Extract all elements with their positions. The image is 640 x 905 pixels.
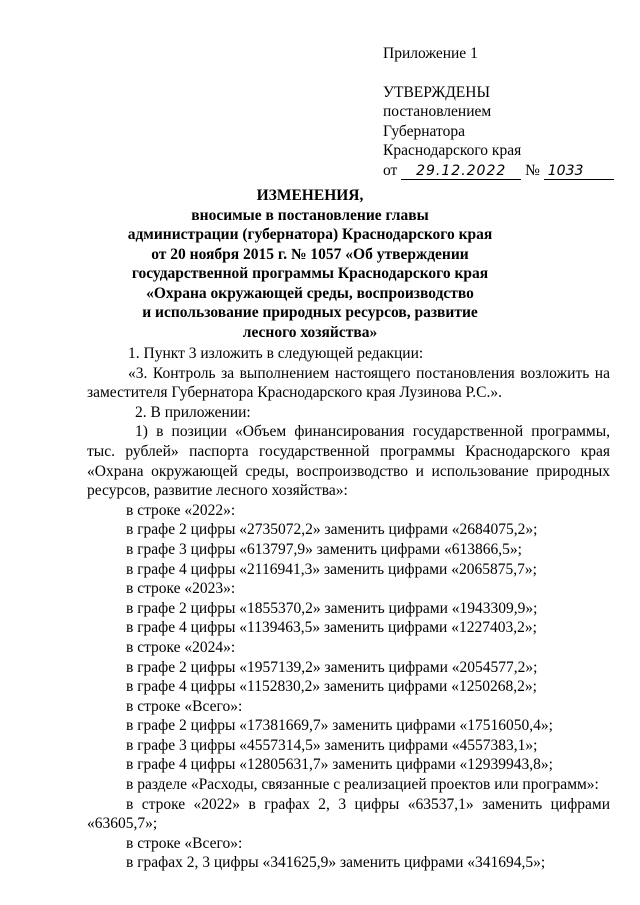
list-item: в разделе «Расходы, связанные с реализацией проектов или программ»: bbox=[126, 776, 599, 794]
title-line: от 20 ноября 2015 г. № 1057 «Об утверждении bbox=[151, 245, 469, 263]
paragraph: 1) в позиции «Объем финансирования государственной программы, тыс. рублей» паспорта государственной программы Краснодарского края «Охрана окружающей среды, воспроизводство и использование природных ресурсов, развитие лесного хозяйства»: bbox=[87, 423, 610, 500]
appendix-label: Приложение 1 bbox=[383, 45, 478, 62]
approval-date-line bbox=[383, 161, 614, 181]
title-line: государственной программы Краснодарского края bbox=[131, 265, 489, 282]
list-item: в графах 2, 3 цифры «341625,9» заменить цифрами «341694,5»; bbox=[126, 854, 546, 872]
list-item: в графе 3 цифры «4557314,5» заменить цифрами «4557383,1»; bbox=[126, 736, 538, 754]
approval-block bbox=[383, 44, 614, 180]
list-item: в строке «2023»: bbox=[126, 580, 236, 598]
title-line: «Охрана окружающей среды, воспроизводство bbox=[146, 284, 474, 302]
approval-line: Губернатора bbox=[383, 122, 465, 140]
paragraph: в строке «2022» в графах 2, 3 цифры «63537,1» заменить цифрами «63605,7»; bbox=[87, 795, 610, 833]
number-label: № bbox=[525, 161, 540, 179]
approval-line: Краснодарского края bbox=[383, 142, 522, 159]
approved-label: УТВЕРЖДЕНЫ bbox=[383, 83, 490, 101]
list-item: в графе 2 цифры «17381669,7» заменить цифрами «17516050,4»; bbox=[126, 717, 553, 735]
document-body bbox=[87, 344, 610, 873]
list-item: в графе 4 цифры «12805631,7» заменить цифрами «12939943,8»; bbox=[126, 756, 553, 774]
from-label: от bbox=[383, 161, 398, 179]
title-line: вносимые в постановление главы bbox=[191, 206, 429, 224]
title-line: и использование природных ресурсов, развитие bbox=[142, 304, 478, 321]
list-item: в графе 4 цифры «2116941,3» заменить цифрами «2065875,7»; bbox=[126, 560, 537, 578]
paragraph: 1. Пункт 3 изложить в следующей редакции: bbox=[128, 345, 424, 362]
paragraph: 2. В приложении: bbox=[135, 403, 251, 421]
title-line: лесного хозяйства» bbox=[242, 323, 378, 341]
paragraph: «3. Контроль за выполнением настоящего постановления возложить на заместителя Губернатора Краснодарского края Лузинова Р.С.». bbox=[87, 364, 610, 402]
approval-line: постановлением bbox=[383, 103, 492, 120]
list-item: в строке «2022»: bbox=[126, 501, 236, 519]
list-item: в графе 2 цифры «1855370,2» заменить цифрами «1943309,9»; bbox=[126, 599, 538, 617]
handwritten-number: 1033 bbox=[544, 163, 614, 180]
list-item: в графе 3 цифры «613797,9» заменить цифрами «613866,5»; bbox=[126, 540, 522, 558]
list-item: в строке «Всего»: bbox=[126, 697, 243, 715]
title-line: администрации (губернатора) Краснодарского края bbox=[127, 226, 493, 243]
title-line: ИЗМЕНЕНИЯ, bbox=[256, 187, 364, 204]
list-item: в графе 4 цифры «1152830,2» заменить цифрами «1250268,2»; bbox=[126, 678, 537, 696]
document-title bbox=[100, 186, 520, 342]
list-item: в графе 2 цифры «1957139,2» заменить цифрами «2054577,2»; bbox=[126, 658, 538, 676]
list-item: в графе 4 цифры «1139463,5» заменить цифрами «1227403,2»; bbox=[126, 619, 537, 637]
handwritten-date: 29.12.2022 bbox=[401, 163, 521, 180]
list-item: в строке «2024»: bbox=[126, 638, 236, 656]
list-item: в графе 2 цифры «2735072,2» заменить цифрами «2684075,2»; bbox=[126, 521, 538, 539]
list-item: в строке «Всего»: bbox=[126, 834, 243, 852]
